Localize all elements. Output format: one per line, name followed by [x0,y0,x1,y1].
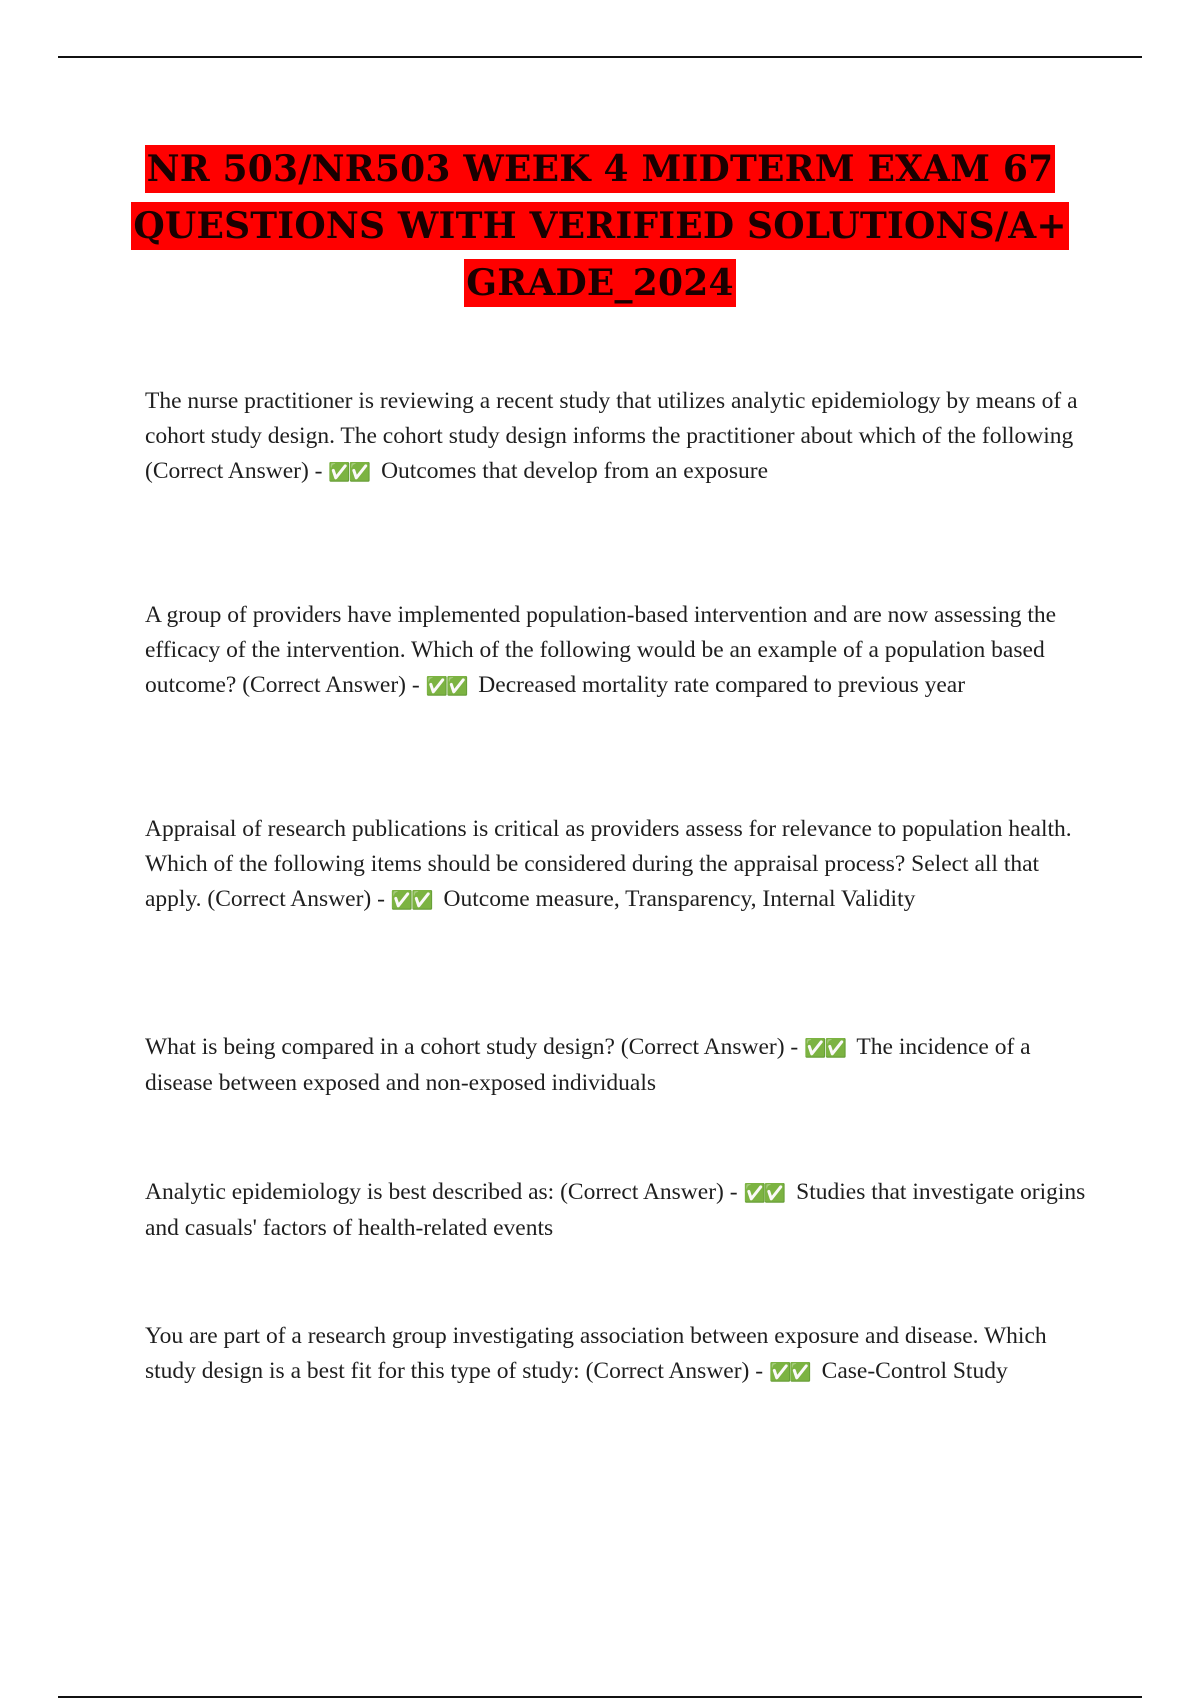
title-line-3: GRADE_2024 [464,259,735,307]
answer-text: Outcome measure, Transparency, Internal Validity [443,886,916,912]
question-item [145,1319,1090,1390]
question-item [145,384,1090,490]
check-icon: ✅✅ [390,890,432,911]
title-line-2: QUESTIONS WITH VERIFIED SOLUTIONS/A+ [131,202,1068,250]
bottom-rule [58,1696,1142,1698]
check-icon: ✅✅ [768,1362,810,1383]
answer-text: Outcomes that develop from an exposure [381,458,769,484]
question-text: The nurse practitioner is reviewing a recent study that utilizes analytic epidemiology by means of a cohort study design. The cohort study design informs the practitioner about which of the following (Correct Answer) - [145,388,1078,484]
check-icon: ✅✅ [425,676,467,697]
question-text: Appraisal of research publications is critical as providers assess for relevance to population health. Which of the following items should be considered during the appraisal process? Select all that apply. (Correct Answer) - [145,816,1072,912]
check-icon: ✅✅ [328,462,370,483]
question-item [145,598,1090,704]
answer-text: The incidence of a disease between exposed and non-exposed individuals [145,1034,1031,1096]
answer-text: Case-Control Study [821,1358,1008,1384]
answer-text: Studies that investigate origins and casuals' factors of health-related events [145,1179,1086,1241]
check-icon: ✅✅ [743,1183,785,1204]
answer-text: Decreased mortality rate compared to previous year [478,672,966,698]
question-text: You are part of a research group investigating association between exposure and disease. Which study design is a best fit for this type of study: (Correct Answer) - [145,1323,1047,1384]
question-text: A group of providers have implemented population-based intervention and are now assessing the efficacy of the intervention. Which of the following would be an example of a population based outcome? (Correct Answer) - [145,602,1057,698]
top-rule [58,56,1142,58]
check-icon: ✅✅ [804,1038,845,1059]
question-text: Analytic epidemiology is best described as: (Correct Answer) - [145,1179,738,1205]
question-text: What is being compared in a cohort study design? (Correct Answer) - [145,1034,799,1060]
question-item [145,812,1090,918]
question-item [145,1175,1090,1246]
question-item [145,1030,1090,1101]
document-title [100,140,1100,311]
title-line-1: NR 503/NR503 WEEK 4 MIDTERM EXAM 67 [145,145,1056,193]
